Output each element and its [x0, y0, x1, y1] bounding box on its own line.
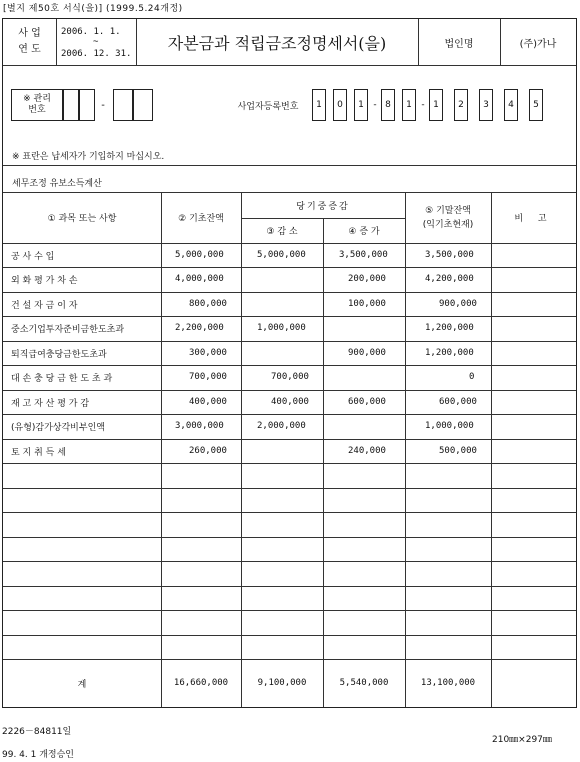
- notice-text: ※ 표란은 납세자가 기입하지 마십시오.: [12, 152, 165, 162]
- row-subject: 대 손 충 당 금 한 도 초 과: [11, 374, 113, 384]
- row-opening: 3,000,000: [175, 421, 224, 431]
- biz-reg-digit: 0: [333, 89, 347, 121]
- col-header-change: 당기중증감: [296, 201, 350, 212]
- biz-reg-digit: 1: [312, 89, 326, 121]
- biz-reg-digit: 3: [479, 89, 493, 121]
- row-increase: 3,500,000: [339, 250, 388, 260]
- mgmt-box-4: [133, 89, 153, 121]
- row-opening: 800,000: [189, 299, 227, 309]
- biz-reg-digit: 1: [429, 89, 443, 121]
- biz-reg-digit: 1: [354, 89, 368, 121]
- row-opening: 260,000: [189, 446, 227, 456]
- tax-form: [2, 18, 577, 708]
- total-label: 계: [77, 679, 87, 690]
- row-subject: (유형)감가상각비부인액: [11, 423, 105, 433]
- section-title: 세무조정 유보소득계산: [12, 179, 102, 189]
- year-to: 2006. 12. 31.: [61, 49, 132, 59]
- row-subject: 외 화 평 가 차 손: [11, 276, 78, 286]
- biz-reg-digit: 2: [454, 89, 468, 121]
- row-opening: 5,000,000: [175, 250, 224, 260]
- total-increase: 5,540,000: [339, 678, 389, 688]
- row-opening: 4,000,000: [175, 274, 224, 284]
- total-opening: 16,660,000: [173, 678, 229, 688]
- row-decrease: 700,000: [271, 372, 309, 382]
- total-closing: 13,100,000: [420, 678, 476, 688]
- row-closing: 600,000: [439, 397, 477, 407]
- col-header-decrease: ③ 감 소: [266, 227, 298, 237]
- row-opening: 700,000: [189, 372, 227, 382]
- corp-name-label: 법인명: [444, 38, 474, 50]
- row-closing: 1,200,000: [425, 323, 474, 333]
- row-increase: 600,000: [348, 397, 386, 407]
- biz-reg-digit: 8: [381, 89, 395, 121]
- row-increase: 100,000: [348, 299, 386, 309]
- row-subject: 퇴직급여충당금한도초과: [11, 350, 107, 360]
- row-decrease: 400,000: [271, 397, 309, 407]
- footer-approval-number: 2226－84811일: [2, 727, 72, 737]
- form-number-line: [별지 제50호 서식(을)] (1999.5.24개정): [3, 4, 183, 14]
- biz-reg-digit: 1: [402, 89, 416, 121]
- footer-paper-size: 210㎜×297㎜: [492, 735, 552, 745]
- col-header-closing: ⑤ 기말잔액 (익기초현재): [422, 205, 474, 230]
- mgmt-dash: -: [101, 99, 105, 111]
- form-title: 자본금과 적립금조정명세서(을): [167, 33, 387, 53]
- total-decrease: 9,100,000: [257, 678, 307, 688]
- row-closing: 1,200,000: [425, 348, 474, 358]
- row-closing: 0: [469, 372, 475, 382]
- mgmt-box-3: [113, 89, 133, 121]
- corp-name-value: (주)가나: [519, 38, 557, 50]
- row-subject: 재 고 자 산 평 가 감: [11, 399, 90, 409]
- business-year-label: 사 업 연 도: [18, 28, 41, 55]
- row-closing: 3,500,000: [425, 250, 474, 260]
- row-decrease: 2,000,000: [257, 421, 306, 431]
- biz-reg-dash: -: [373, 100, 377, 110]
- row-opening: 400,000: [189, 397, 227, 407]
- row-decrease: 1,000,000: [257, 323, 306, 333]
- row-increase: 900,000: [348, 348, 386, 358]
- row-closing: 900,000: [439, 299, 477, 309]
- row-decrease: 5,000,000: [257, 250, 306, 260]
- mgmt-number-label: ※ 관리 번호: [23, 94, 51, 115]
- row-closing: 1,000,000: [425, 421, 474, 431]
- mgmt-box-2: [79, 89, 95, 121]
- row-subject: 건 설 자 금 이 자: [11, 301, 78, 311]
- row-closing: 4,200,000: [425, 274, 474, 284]
- biz-reg-label: 사업자등록번호: [237, 101, 299, 112]
- row-opening: 2,200,000: [175, 323, 224, 333]
- year-from: 2006. 1. 1.: [61, 27, 121, 37]
- col-header-increase: ④ 증 가: [348, 227, 380, 237]
- col-header-opening: ② 기초잔액: [178, 214, 224, 224]
- year-tilde: ~: [93, 37, 99, 47]
- row-increase: 200,000: [348, 274, 386, 284]
- row-opening: 300,000: [189, 348, 227, 358]
- biz-reg-digit: 4: [504, 89, 518, 121]
- biz-reg-digit: 5: [529, 89, 543, 121]
- row-closing: 500,000: [439, 446, 477, 456]
- mgmt-box-1: [63, 89, 79, 121]
- row-increase: 240,000: [348, 446, 386, 456]
- col-header-subject: ① 과목 또는 사항: [47, 214, 117, 224]
- row-subject: 토 지 취 득 세: [11, 448, 66, 458]
- row-subject: 중소기업투자준비금한도초과: [11, 325, 125, 335]
- col-header-remark: 비 고: [514, 214, 553, 224]
- footer-revision: 99. 4. 1 개정승인: [2, 750, 74, 760]
- biz-reg-dash: -: [421, 100, 425, 110]
- row-subject: 공 사 수 입: [11, 252, 55, 262]
